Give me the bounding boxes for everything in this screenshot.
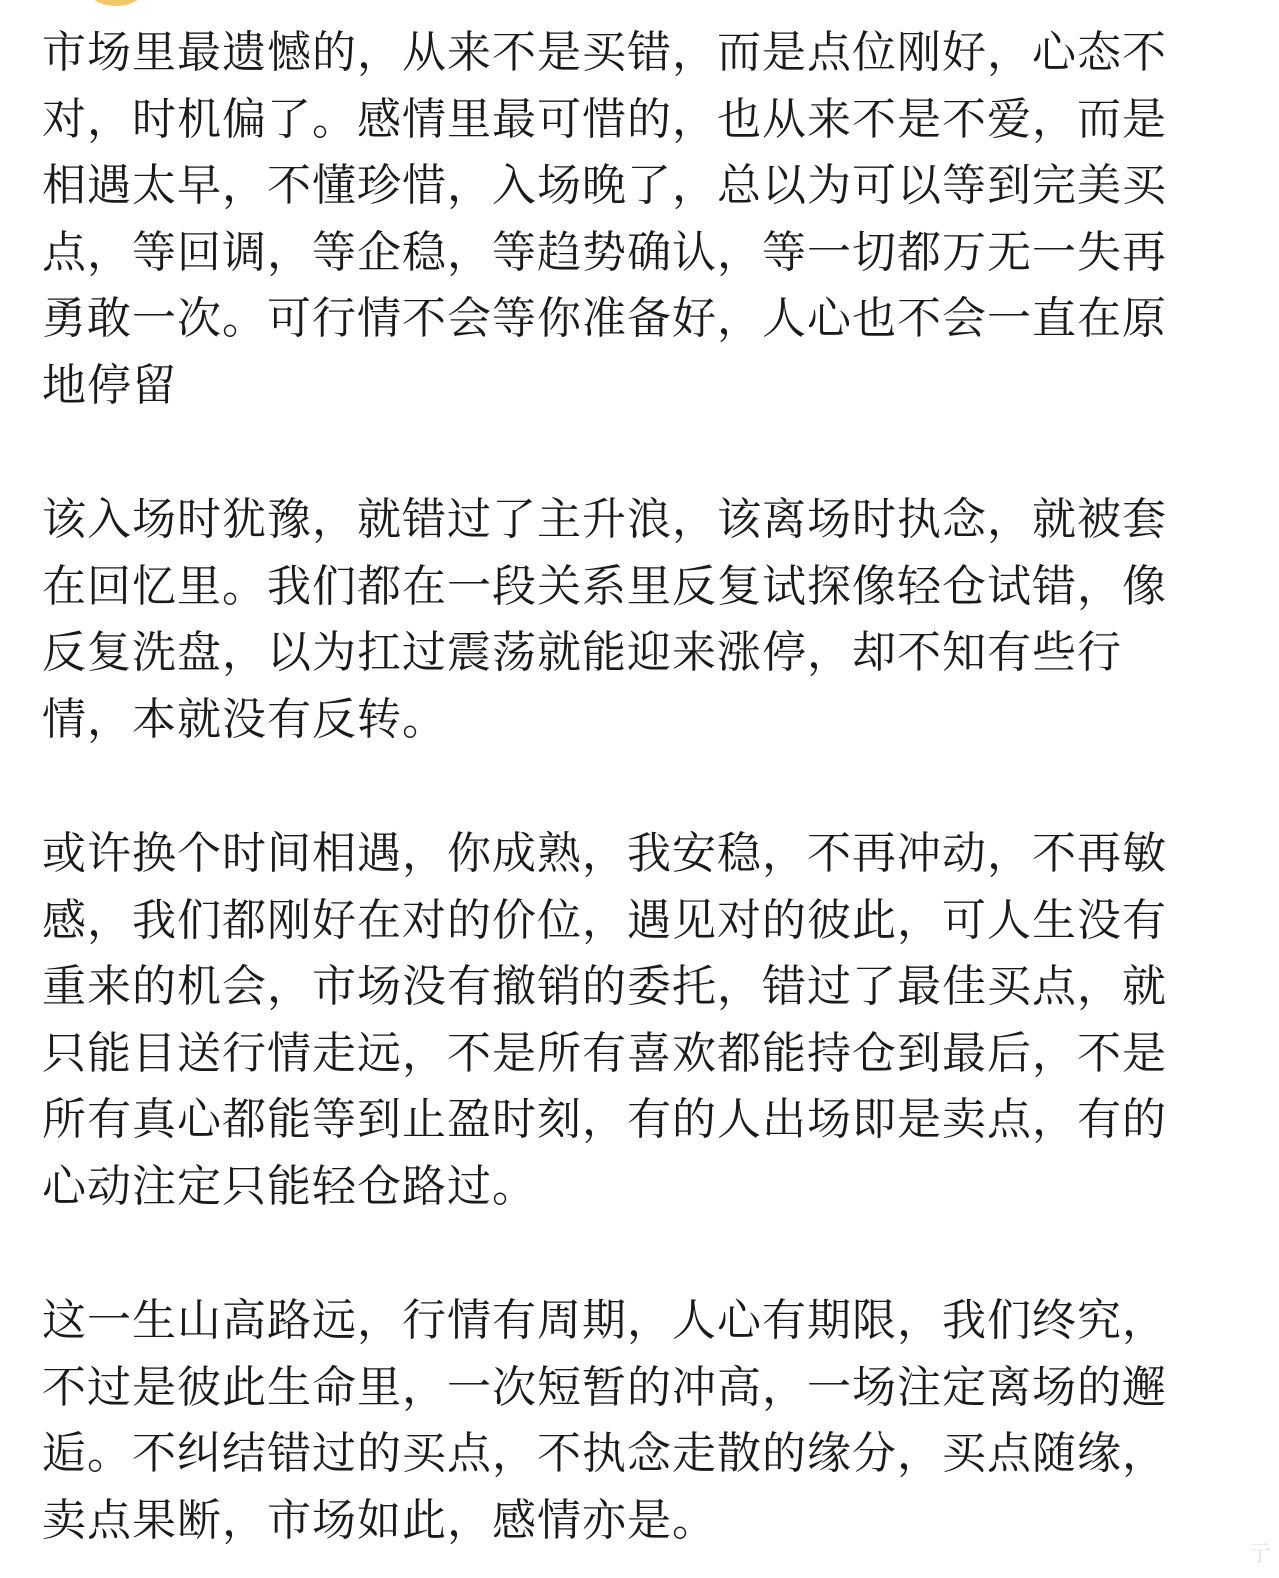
watermark: 亍	[1248, 1542, 1271, 1567]
article-body	[42, 20, 1202, 1554]
paragraph-1: 市场里最遗憾的，从来不是买错，而是点位刚好，心态不对，时机偏了。感情里最可惜的，也从来不是不爱，而是相遇太早，不懂珍惜，入场晚了，总以为可以等到完美买点，等回调，等企稳，等趋势确认，等一切都万无一失再勇敢一次。可行情不会等你准备好，人心也不会一直在原地停留	[42, 27, 1167, 411]
paragraph-4: 这一生山高路远，行情有周期，人心有期限，我们终究，不过是彼此生命里，一次短暂的冲高，一场注定离场的邂逅。不纠结错过的买点，不执念走散的缘分，买点随缘，卖点果断，市场如此，感情亦是。	[42, 1295, 1167, 1546]
avatar	[86, 0, 146, 6]
paragraph-2: 该入场时犹豫，就错过了主升浪，该离场时执念，就被套在回忆里。我们都在一段关系里反复试探像轻仓试错，像反复洗盘，以为扛过震荡就能迎来涨停，却不知有些行情，本就没有反转。	[42, 494, 1167, 745]
paragraph-3: 或许换个时间相遇，你成熟，我安稳，不再冲动，不再敏感，我们都刚好在对的价位，遇见对的彼此，可人生没有重来的机会，市场没有撤销的委托，错过了最佳买点，就只能目送行情走远，不是所有喜欢都能持仓到最后，不是所有真心都能等到止盈时刻，有的人出场即是卖点，有的心动注定只能轻仓路过。	[42, 828, 1167, 1212]
